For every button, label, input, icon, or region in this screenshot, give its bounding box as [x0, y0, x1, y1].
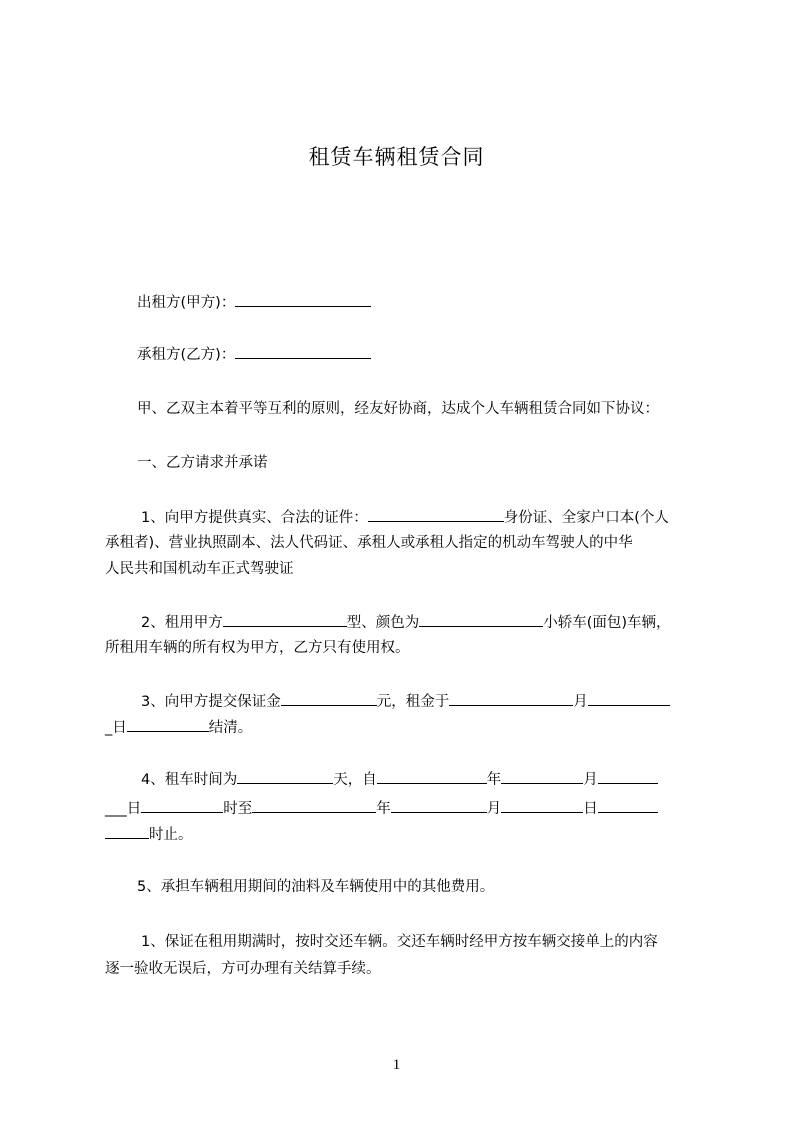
lessor-label: 出租方(甲方)：	[137, 295, 236, 311]
item1-prefix: 1、向甲方提供真实、合法的证件：	[141, 510, 368, 526]
item3-blank-settle	[127, 716, 209, 732]
item4-blank-year	[377, 768, 487, 784]
item2-blank-model	[223, 611, 347, 627]
item4-line2	[105, 797, 658, 820]
section1-heading: 一、乙方请求并承诺	[137, 455, 268, 471]
item3-prefix: 3、向甲方提交保证金	[141, 694, 281, 710]
item2-line1	[141, 611, 671, 634]
item4-to-label: 时至	[223, 801, 253, 817]
item6-line2: 逐一验收无误后，方可办理有关结算手续。	[105, 961, 381, 977]
document-title: 租赁车辆租赁合同	[308, 145, 485, 169]
item2-prefix: 2、租用甲方	[141, 615, 223, 631]
item3-day-label: _日	[105, 720, 127, 736]
item4-line3	[105, 823, 193, 846]
lessor-line	[137, 291, 371, 314]
lessee-blank	[235, 343, 371, 359]
item3-month: 月	[573, 694, 588, 710]
item2-mid: 型、颜色为	[346, 615, 420, 631]
item4-blank-days	[237, 768, 333, 784]
item3-suffix: 结清。	[208, 720, 253, 736]
item4-day2-label: 日	[583, 801, 598, 817]
item1-line3: 人民共和国机动车正式驾驶证	[105, 561, 294, 577]
page-number: 1	[392, 1057, 401, 1073]
item3-line1	[141, 690, 670, 713]
item4-blank-end	[105, 823, 149, 839]
item4-end-label: 时止。	[149, 827, 193, 843]
item4-year2-label: 年	[376, 801, 391, 817]
item4-blank-hour2	[598, 797, 658, 813]
item6-line1: 1、保证在租用期满时，按时交还车辆。交还车辆时经甲方按车辆交接单上的内容	[141, 934, 658, 950]
item4-blank-day2	[501, 797, 583, 813]
item3-blank-rent	[449, 690, 573, 706]
item4-days-label: 天，自	[333, 772, 377, 788]
item5-line: 5、承担车辆租用期间的油料及车辆使用中的其他费用。	[137, 879, 495, 895]
item1-blank	[368, 506, 504, 522]
item1-line2: 承租者)、营业执照副本、法人代码证、承租人或承租人指定的机动车驾驶人的中华	[105, 535, 633, 551]
item2-suffix: 小轿车(面包)车辆，	[543, 615, 671, 631]
item4-prefix: 4、租车时间为	[141, 772, 238, 788]
lessor-blank	[235, 291, 371, 307]
item1-line1	[141, 506, 669, 529]
item4-blank-month2	[391, 797, 487, 813]
item3-blank-day	[588, 690, 670, 706]
item2-line2: 所租用车辆的所有权为甲方，乙方只有使用权。	[105, 640, 410, 656]
item4-line1	[141, 768, 658, 791]
lessee-line	[137, 343, 371, 366]
item4-month-label: 月	[583, 772, 598, 788]
item3-line2	[105, 716, 252, 739]
item4-day-label: ___日	[105, 801, 142, 817]
item3-mid: 元，租金于	[376, 694, 450, 710]
intro-paragraph: 甲、乙双主本着平等互利的原则，经友好协商，达成个人车辆租赁合同如下协议：	[137, 401, 659, 417]
item1-suffix: 身份证、全家户口本(个人	[503, 510, 669, 526]
item2-blank-color	[419, 611, 543, 627]
item4-blank-day	[598, 768, 658, 784]
item4-blank-month	[501, 768, 583, 784]
item4-blank-hour	[141, 797, 223, 813]
lessee-label: 承租方(乙方)：	[137, 347, 236, 363]
item4-month2-label: 月	[486, 801, 502, 817]
item4-blank-year2	[252, 797, 376, 813]
item4-year-label: 年	[486, 772, 502, 788]
item3-blank-deposit	[281, 690, 377, 706]
